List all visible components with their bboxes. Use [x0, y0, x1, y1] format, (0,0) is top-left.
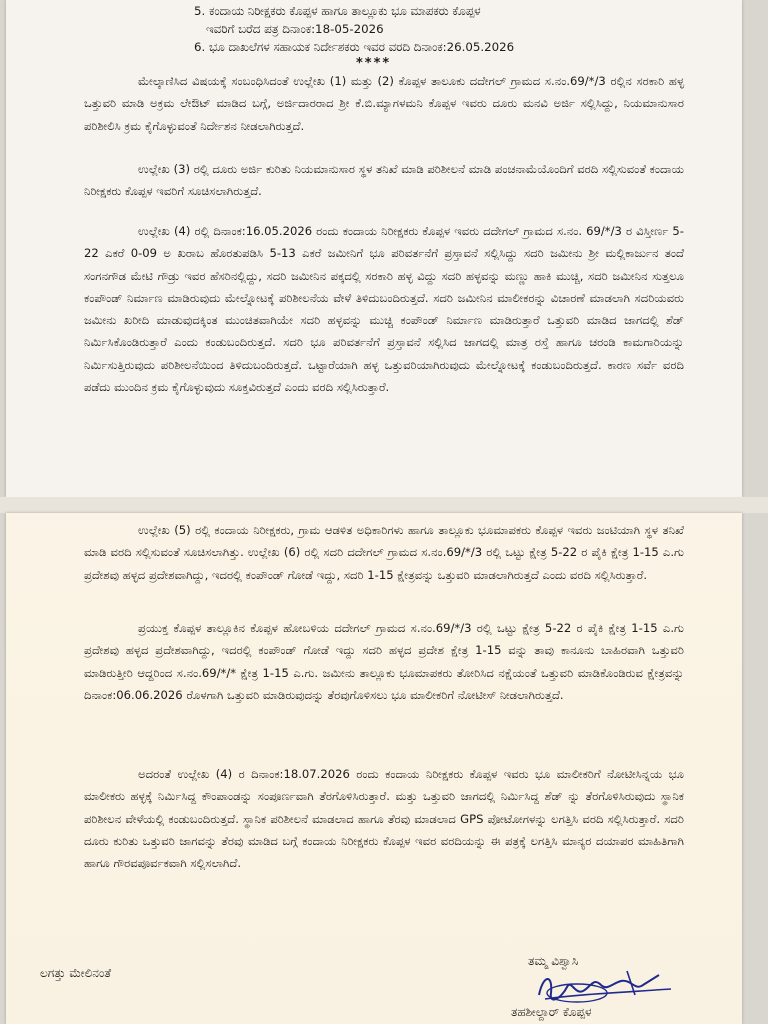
paragraph-clearance-report	[84, 763, 684, 874]
paragraph-joint-survey-text: ಉಲ್ಲೇಖ (5) ರಲ್ಲಿ ಕಂದಾಯ ನಿರೀಕ್ಷಕರು, ಗ್ರಾಮ ಆಡಳಿತ ಅಧಿಕಾರಿಗಳು ಹಾಗೂ ತಾಲ್ಲೂಕು ಭೂಮಾಪಕರು ಕೊಪ್ಪಳ ಇವರು ಜಂಟಿಯಾಗಿ ಸ್ಥಳ ತನಿಖೆ ಮಾಡಿ ವರದಿ ಸಲ್ಲಿಸುವಂತೆ ಸೂಚಿಸಲಾಗಿತ್ತು. ಉಲ್ಲೇಖ (6) ರಲ್ಲಿ ಸದರಿ ದದೇಗಲ್ ಗ್ರಾಮದ ಸ.ನಂ.69/*/3 ರಲ್ಲಿ ಒಟ್ಟು ಕ್ಷೇತ್ರ 5-22 ರ ಪೈಕಿ ಕ್ಷೇತ್ರ 1-15 ಎ.ಗು ಪ್ರದೇಶವು ಹಳ್ಳದ ಪ್ರದೇಶವಾಗಿದ್ದು, ಇದರಲ್ಲಿ ಕಂಪೌಂಡ್ ಗೋಡೆ ಇದ್ದು, ಸದರಿ 1-15 ಕ್ಷೇತ್ರವನ್ನು ಒತ್ತುವರಿ ಮಾಡಲಾಗಿರುತ್ತದೆ ಎಂದು ವರದಿ ಸಲ್ಲಿಸಿರುತ್ತಾರೆ.	[84, 523, 684, 582]
paragraph-site-inspection-text: ಉಲ್ಲೇಖ (3) ರಲ್ಲಿ ದೂರು ಅರ್ಜಿ ಕುರಿತು ನಿಯಮಾನುಸಾರ ಸ್ಥಳ ತನಿಖೆ ಮಾಡಿ ಪರಿಶೀಲನೆ ಮಾಡಿ ಪಂಚನಾಮೆಯೊಂದಿಗೆ ವರದಿ ಸಲ್ಲಿಸುವಂತೆ ಕಂದಾಯ ನಿರೀಕ್ಷಕರು ಕೊಪ್ಪಳ ಇವರಿಗೆ ಸೂಚಿಸಲಾಗಿರುತ್ತದೆ.	[84, 162, 684, 199]
paragraph-notice-issued	[84, 617, 684, 706]
paragraph-inspection-report	[84, 220, 684, 398]
separator-stars: ****	[356, 56, 392, 71]
paragraph-inspection-report-text: ಉಲ್ಲೇಖ (4) ರಲ್ಲಿ ದಿನಾಂಕ:16.05.2026 ರಂದು ಕಂದಾಯ ನಿರೀಕ್ಷಕರು ಕೊಪ್ಪಳ ಇವರು ದದೇಗಲ್ ಗ್ರಾಮದ ಸ.ನಂ. 69/*/3 ರ ವಿಸ್ತೀರ್ಣ 5-22 ಎಕರೆ 0-09 ಅ ಖರಾಬ ಹೊರತುಪಡಿಸಿ 5-13 ಎಕರೆ ಜಮೀನಿಗೆ ಭೂ ಪರಿವರ್ತನೆಗೆ ಪ್ರಸ್ತಾವನೆ ಸಲ್ಲಿಸಿದ್ದು ಸದರಿ ಜಮೀನು ಶ್ರೀ ಮಲ್ಲಿಕಾರ್ಜುನ ತಂದೆ ಸಂಗನಗೌಡ ಮೇಟಿ ಗೌಡ್ರು ಇವರ ಹೆಸರಿನಲ್ಲಿದ್ದು, ಸದರಿ ಜಮೀನಿನ ಪಕ್ಕದಲ್ಲಿ ಸರಕಾರಿ ಹಳ್ಳ ವಿದ್ದು ಸದರಿ ಹಳ್ಳವನ್ನು ಮಣ್ಣು ಹಾಕಿ ಮುಚ್ಚಿ, ಸದರಿ ಜಮೀನಿನ ಸುತ್ತಲೂ ಕಂಪೌಂಡ್ ನಿರ್ಮಾಣ ಮಾಡಿರುವುದು ಮೇಲ್ನೋಟಕ್ಕೆ ಪರಿಶೀಲನೆಯ ವೇಳೆ ತಿಳಿದುಬಂದಿರುತ್ತದೆ. ಸದರಿ ಜಮೀನಿನ ಮಾಲೀಕರನ್ನು ವಿಚಾರಣೆ ಮಾಡಲಾಗಿ ಸದರಿಯವರು ಜಮೀನು ಖರೀದಿ ಮಾಡುವುದಕ್ಕಿಂತ ಮುಂಚಿತವಾಗಿಯೇ ಸದರಿ ಹಳ್ಳವನ್ನು ಮುಚ್ಚಿ ಕಂಪೌಂಡ್ ನಿರ್ಮಾಣ ಮಾಡಿರುತ್ತಾರೆ ಒತ್ತುವರಿ ಮಾಡಿದ ಜಾಗದಲ್ಲಿ ಶೆಡ್ ನಿರ್ಮಿಸಿಕೊಂಡಿರುತ್ತಾರೆ ಎಂದು ಕಂಡುಬಂದಿರುತ್ತದೆ. ಸದರಿ ಭೂ ಪರಿವರ್ತನೆಗೆ ಪ್ರಸ್ತಾವನೆ ಸಲ್ಲಿಸಿದ ಜಾಗದಲ್ಲಿ ಮಾತ್ರ ರಸ್ತೆ ಹಾಗೂ ಚರಂಡಿ ಕಾಮಗಾರಿಯನ್ನು ನಿರ್ಮಿಸುತ್ತಿರುವುದು ಪರಿಶೀಲನೆಯಿಂದ ತಿಳಿದುಬಂದಿರುತ್ತದೆ. ಒಟ್ಟಾರೆಯಾಗಿ ಹಳ್ಳ ಒತ್ತುವರಿಯಾಗಿರುವುದು ಮೇಲ್ನೋಟಕ್ಕೆ ಕಂಡುಬಂದಿರುತ್ತದೆ. ಕಾರಣ ಸರ್ವೆ ವರದಿ ಪಡೆದು ಮುಂದಿನ ಕ್ರಮ ಕೈಗೊಳ್ಳುವುದು ಸೂಕ್ತವಿರುತ್ತದೆ ಎಂದು ವರದಿ ಸಲ್ಲಿಸಿರುತ್ತಾರೆ.	[84, 224, 684, 395]
paragraph-intro-text: ಮೇಲ್ಕಾಣಿಸಿದ ವಿಷಯಕ್ಕೆ ಸಂಬಂಧಿಸಿದಂತೆ ಉಲ್ಲೇಖ (1) ಮತ್ತು (2) ಕೊಪ್ಪಳ ತಾಲೂಕು ದದೇಗಲ್ ಗ್ರಾಮದ ಸ.ನಂ.69/*/3 ರಲ್ಲಿನ ಸರಕಾರಿ ಹಳ್ಳ ಒತ್ತುವರಿ ಮಾಡಿ ಅಕ್ರಮ ಲೇಔಟ್ ಮಾಡಿದ ಬಗ್ಗೆ, ಅರ್ಜಿದಾರರಾದ ಶ್ರೀ ಕೆ.ಬಿ.ಮ್ಯಾಗಳಮನಿ ಕೊಪ್ಪಳ ಇವರು ದೂರು ಮನವಿ ಅರ್ಜಿ ಸಲ್ಲಿಸಿದ್ದು, ನಿಯಮಾನುಸಾರ ಪರಿಶೀಲಿಸಿ ಕ್ರಮ ಕೈಗೊಳ್ಳುವಂತೆ ನಿರ್ದೇಶನ ನೀಡಲಾಗಿರುತ್ತದೆ.	[84, 74, 684, 133]
enclosure-note: ಲಗತ್ತು ಮೇಲಿನಂತೆ	[40, 966, 112, 980]
paragraph-intro	[84, 70, 684, 137]
closing-salutation: ತಮ್ಮ ವಿಶ್ವಾಸಿ	[528, 954, 579, 968]
reference-line-5: 5. ಕಂದಾಯ ನಿರೀಕ್ಷಕರು ಕೊಪ್ಪಳ ಹಾಗೂ ತಾಲ್ಲೂಕು ಭೂ ಮಾಪಕರು ಕೊಪ್ಪಳ	[194, 4, 481, 18]
paragraph-site-inspection	[84, 158, 684, 203]
paragraph-clearance-report-text: ಅದರಂತೆ ಉಲ್ಲೇಖ (4) ರ ದಿನಾಂಕ:18.07.2026 ರಂದು ಕಂದಾಯ ನಿರೀಕ್ಷಕರು ಕೊಪ್ಪಳ ಇವರು ಭೂ ಮಾಲೀಕರಿಗೆ ನೋಟೀಸಿನ್ನಯ ಭೂ ಮಾಲೀಕರು ಹಳ್ಳಕ್ಕೆ ನಿರ್ಮಿಸಿದ್ದ ಕೌಂಪಾಂಡನ್ನು ಸಂಪೂರ್ಣವಾಗಿ ತೆರಗೊಳಿಸಿರುತ್ತಾರೆ. ಮತ್ತು ಒತ್ತುವರಿ ಜಾಗದಲ್ಲಿ ನಿರ್ಮಿಸಿದ್ದ ಶೆಡ್ ನ್ನು ತೆರಗೊಳಿಸಿರುವುದು ಸ್ಥಾನಿಕ ಪರಿಶೀಲನ ವೇಳೆಯಲ್ಲಿ ಕಂಡುಬಂದಿರುತ್ತದೆ. ಸ್ಥಾನಿಕ ಪರಿಶೀಲನೆ ಮಾಡಲಾದ ಹಾಗೂ ತೆರವು ಮಾಡಲಾದ GPS ಪೋಟೋಗಳನ್ನು ಲಗತ್ತಿಸಿ ವರದಿ ಸಲ್ಲಿಸಿರುತ್ತಾರೆ. ಸದರಿ ದೂರು ಕುರಿತು ಒತ್ತುವರಿ ಜಾಗವನ್ನು ತೆರವು ಮಾಡಿದ ಬಗ್ಗೆ ಕಂದಾಯ ನಿರೀಕ್ಷಕರು ಕೊಪ್ಪಳ ಇವರ ವರದಿಯನ್ನು ಈ ಪತ್ರಕ್ಕೆ ಲಗತ್ತಿಸಿ ಮಾನ್ಯರ ದಯಾಪರ ಮಾಹಿತಿಗಾಗಿ ಹಾಗೂ ಗೌರವಪೂರ್ವಕವಾಗಿ ಸಲ್ಲಿಸಲಾಗಿದೆ.	[84, 767, 684, 871]
document-sheet-lower	[6, 513, 742, 1024]
closing-designation: ತಹಶೀಲ್ದಾರ್ ಕೊಪ್ಪಳ	[511, 1005, 592, 1019]
reference-line-6: 6. ಭೂ ದಾಖಲೆಗಳ ಸಹಾಯಕ ನಿರ್ದೇಶಕರು ಇವರ ವರದಿ ದಿನಾಂಕ:26.05.2026	[194, 40, 515, 54]
document-sheet-upper	[6, 0, 742, 497]
paragraph-notice-issued-text: ಪ್ರಯುಕ್ತ ಕೊಪ್ಪಳ ತಾಲ್ಲೂಕಿನ ಕೊಪ್ಪಳ ಹೋಬಳಿಯ ದದೇಗಲ್ ಗ್ರಾಮದ ಸ.ನಂ.69/*/3 ರಲ್ಲಿ ಒಟ್ಟು ಕ್ಷೇತ್ರ 5-22 ರ ಪೈಕಿ ಕ್ಷೇತ್ರ 1-15 ಎ.ಗು ಪ್ರದೇಶವು ಹಳ್ಳದ ಪ್ರದೇಶವಾಗಿದ್ದು, ಇದರಲ್ಲಿ ಕಂಪೌಂಡ್ ಗೋಡೆ ಇದ್ದು ಸದರಿ ಹಳ್ಳದ ಪ್ರದೇಶ ಕ್ಷೇತ್ರ 1-15 ವನ್ನು ತಾವು ಕಾನೂನು ಬಾಹಿರವಾಗಿ ಒತ್ತುವರಿ ಮಾಡಿರುತ್ತೀರಿ ಆದ್ದರಿಂದ ಸ.ನಂ.69/*/* ಕ್ಷೇತ್ರ 1-15 ಎ.ಗು. ಜಮೀನು ತಾಲ್ಲೂಕು ಭೂಮಾಪಕರು ತೋರಿಸಿದ ನಕ್ಷೆಯಂತೆ ಒತ್ತುವರಿ ಮಾಡಿಕೊಂಡಿರುವ ಕ್ಷೇತ್ರವನ್ನು ದಿನಾಂಕ:06.06.2026 ರೊಳಗಾಗಿ ಒತ್ತುವರಿ ಮಾಡಿರುವುದನ್ನು ತೆರವುಗೊಳಿಸಲು ಭೂ ಮಾಲೀಕರಿಗೆ ನೋಟೀಸ್ ನೀಡಲಾಗಿರುತ್ತದೆ.	[84, 621, 684, 702]
signature-mark	[531, 965, 681, 1009]
reference-line-5-continued: ಇವರಿಗೆ ಬರೆದ ಪತ್ರ ದಿನಾಂಕ:18-05-2026	[206, 22, 384, 36]
scan-gap	[0, 497, 768, 513]
paragraph-joint-survey	[84, 519, 684, 586]
